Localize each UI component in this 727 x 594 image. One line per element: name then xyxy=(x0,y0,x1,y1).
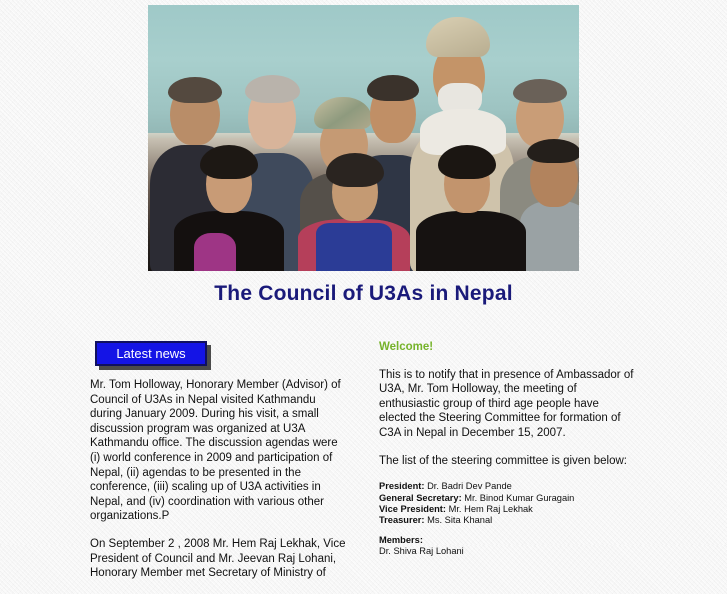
steering-committee-list xyxy=(379,481,634,557)
photo-person-9-hair xyxy=(326,153,384,187)
committee-row xyxy=(379,493,634,504)
photo-person-9-vest xyxy=(316,223,392,271)
right-paragraph-1: This is to notify that in presence of Ambassador of U3A, Mr. Tom Holloway, the meeting of enthusiastic group of third age people have elected the Steering Committee for formation of C3A in Nepal in December 15, 2007. xyxy=(379,368,634,439)
photo-person-2-hair xyxy=(245,75,300,103)
photo-person-4-hair xyxy=(367,75,419,101)
committee-name: Mr. Binod Kumar Guragain xyxy=(464,492,575,503)
photo-person-8-sari xyxy=(194,233,236,271)
photo-person-10-hair xyxy=(438,145,496,179)
committee-name: Mr. Hem Raj Lekhak xyxy=(448,503,533,514)
left-paragraph-1: Mr. Tom Holloway, Honorary Member (Advisor) of Council of U3As in Nepal visited Kathmandu during January 2009. During his visit, a small discussion program was organized at U3A Kathmandu office. The discussion agendas were (i) world conference in 2009 and participation of Nepal, (ii) agendas to be presented in the conference, (iii) scaling up of U3A activities in Nepal, and (iv) coordination with various other organizations.P xyxy=(90,379,341,523)
group-photo-image xyxy=(148,5,579,271)
photo-person-8-hair xyxy=(200,145,258,179)
committee-row xyxy=(379,481,634,492)
member-row: Dr. Shiva Raj Lohani xyxy=(379,546,464,557)
committee-row xyxy=(379,515,634,526)
members-heading: Members: xyxy=(379,534,423,545)
photo-person-7-body xyxy=(520,201,579,271)
right-content-column xyxy=(379,340,634,558)
right-paragraph-2: The list of the steering committee is given below: xyxy=(379,454,628,467)
photo-person-7-hair xyxy=(527,139,579,163)
page-title: The Council of U3As in Nepal xyxy=(214,282,513,305)
committee-name: Dr. Badri Dev Pande xyxy=(427,481,512,492)
welcome-heading: Welcome! xyxy=(379,341,434,353)
committee-spacer xyxy=(379,527,634,535)
committee-role: President: xyxy=(379,481,425,492)
group-photo xyxy=(148,5,579,271)
photo-person-1-hair xyxy=(168,77,222,103)
left-paragraph-2: On September 2 , 2008 Mr. Hem Raj Lekhak, Vice President of Council and Mr. Jeevan Raj Lohani, Honorary Member met Secretary of Ministry of xyxy=(90,537,346,580)
committee-role: Vice President: xyxy=(379,503,447,514)
committee-role: General Secretary: xyxy=(379,492,462,503)
photo-person-6-hair xyxy=(513,79,567,103)
committee-row xyxy=(379,504,634,515)
committee-role: Treasurer: xyxy=(379,515,425,526)
left-content-column xyxy=(90,378,348,594)
committee-name: Ms. Sita Khanal xyxy=(427,515,493,526)
photo-person-10-body xyxy=(416,211,526,271)
latest-news-button[interactable]: Latest news xyxy=(95,341,207,366)
